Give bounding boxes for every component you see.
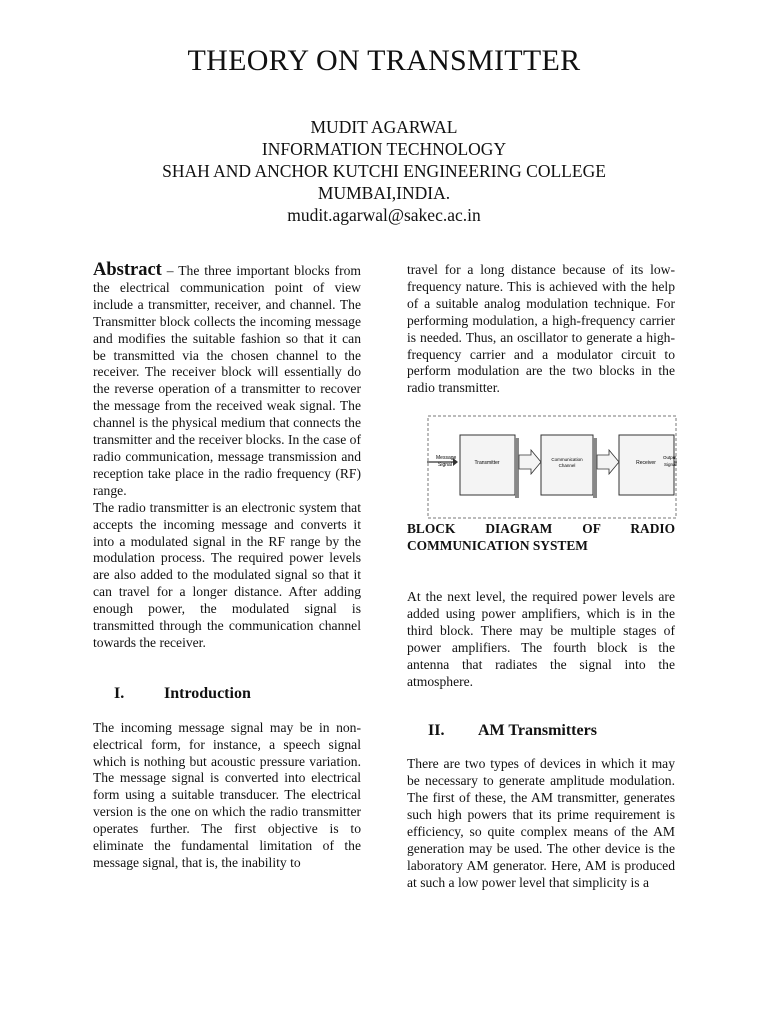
arrow-channel-to-receiver — [597, 450, 619, 474]
channel-block-shadow — [593, 438, 597, 498]
block-diagram-svg — [427, 415, 677, 519]
transmitter-label: Transmitter — [474, 460, 500, 467]
section-number: II. — [428, 721, 445, 739]
right-column — [407, 262, 675, 892]
input-label-2: Signal — [438, 462, 452, 469]
right-paragraph-2: At the next level, the required power levels are added using power amplifiers, which is in the third block. There may be multiple stages of power amplifiers. The fourth block is the antenna that radiates the signal into the atmosphere. — [407, 589, 675, 689]
abstract-paragraph-1 — [93, 262, 361, 500]
section-title: Introduction — [164, 684, 251, 702]
abstract-dash: – — [161, 263, 179, 278]
introduction-paragraph: The incoming message signal may be in non-electrical form, for instance, a speech signal which is nothing but acoustic pressure variation. The message signal is converted into electrical form using a suitable transducer. The electrical version is the one on which the radio transmitter operates further. The first objective is to eliminate the fundamental limitation of the message signal, that is, the inability to — [93, 719, 361, 870]
channel-label-2: Channel — [558, 463, 576, 469]
input-label-1: Message — [436, 455, 457, 462]
abstract-text-1: The three important blocks from the electrical communication point of view include a transmitter, receiver, and channel. The Transmitter block collects the incoming message and modifies the suitable fashion so that it can be transmitted via the chosen channel to the receiver. The receiver block will essentially do the reverse operation of a transmitter to recover the message from the received weak signal. The channel is the physical medium that connects the transmitter and the receiver blocks. In the case of radio communication, message transmission and reception take place in the radio frequency (RF) range. — [93, 263, 361, 498]
right-paragraph-1: travel for a long distance because of its low-frequency nature. This is achieved with the help of a suitable analog modulation technique. For performing modulation, a high-frequency carrier is needed. Thus, an oscillator to generate a high-frequency carrier and a modulator circuit to perform modulation are the two blocks in the radio transmitter. — [407, 262, 675, 396]
author-college: SHAH AND ANCHOR KUTCHI ENGINEERING COLLEGE — [162, 161, 606, 181]
transmitter-block-shadow — [515, 438, 519, 498]
paper-title: THEORY ON TRANSMITTER — [187, 44, 581, 77]
left-column — [93, 262, 361, 872]
author-location: MUMBAI,INDIA. — [317, 183, 451, 203]
figure-caption — [407, 521, 675, 555]
channel-label-1: Communication — [551, 457, 583, 463]
figure-caption-line-2: COMMUNICATION SYSTEM — [407, 538, 588, 554]
output-label-2: Signal — [664, 462, 677, 468]
block-diagram-figure — [427, 415, 677, 519]
am-transmitters-paragraph: There are two types of devices in which it may be necessary to generate amplitude modulation. The first of these, the AM transmitter, generates such high powers that its prime requirement is efficiency, so quite complex means of the AM generation may be used. The other device is the laboratory AM generator. Here, AM is produced at such a low power level that simplicity is a — [407, 756, 675, 890]
author-email: mudit.agarwal@sakec.ac.in — [287, 205, 481, 225]
output-label-1: Output — [663, 455, 677, 461]
figure-caption-line-1: BLOCK DIAGRAM OF RADIO — [407, 521, 675, 537]
arrow-transmitter-to-channel — [519, 450, 541, 474]
section-heading-am-transmitters — [407, 723, 675, 740]
section-number: I. — [114, 684, 125, 702]
author-department: INFORMATION TECHNOLOGY — [261, 139, 507, 159]
section-title: AM Transmitters — [478, 721, 597, 739]
author-name: MUDIT AGARWAL — [310, 117, 458, 137]
receiver-label: Receiver — [636, 460, 656, 467]
abstract-heading: Abstract — [93, 260, 162, 280]
author-block — [0, 116, 768, 226]
section-heading-introduction — [93, 686, 361, 703]
abstract-paragraph-2: The radio transmitter is an electronic system that accepts the incoming message and converts it into a modulated signal in the RF range by the modulation process. The required power levels are also added to the modulated signal so that it can travel for a longer distance. After adding enough power, the modulated signal is transmitted through the communication channel towards the receiver. — [93, 499, 361, 650]
